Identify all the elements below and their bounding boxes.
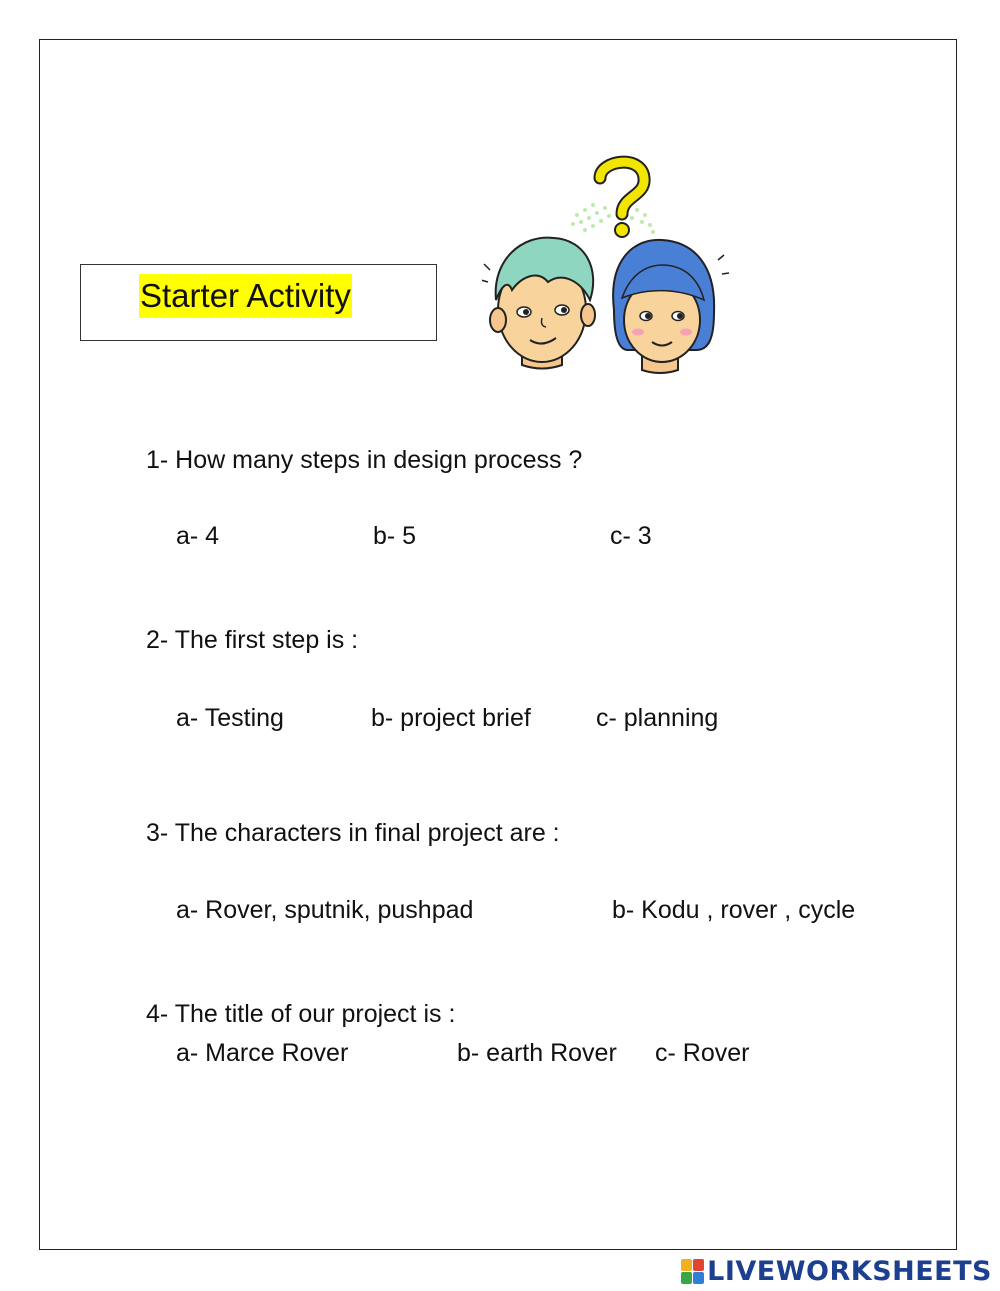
question-2: 2- The first step is : bbox=[146, 626, 359, 654]
q3-option-b: b- Kodu , rover , cycle bbox=[612, 896, 856, 924]
girl-face-icon bbox=[613, 240, 714, 373]
q1-option-b: b- 5 bbox=[373, 522, 417, 550]
question-mark-icon bbox=[600, 162, 644, 237]
question-1: 1- How many steps in design process ? bbox=[146, 446, 583, 474]
question-4: 4- The title of our project is : bbox=[146, 1000, 456, 1028]
liveworksheets-logo bbox=[681, 1255, 992, 1287]
question-3: 3- The characters in final project are : bbox=[146, 819, 560, 847]
boy-face-icon bbox=[490, 238, 595, 369]
q1-option-a: a- 4 bbox=[176, 522, 220, 550]
q1-option-c: c- 3 bbox=[610, 522, 652, 550]
q3-option-a: a- Rover, sputnik, pushpad bbox=[176, 896, 474, 924]
q2-option-c: c- planning bbox=[596, 704, 719, 732]
q4-option-a: a- Marce Rover bbox=[176, 1039, 349, 1067]
logo-text: LIVEWORKSHEETS bbox=[707, 1255, 992, 1287]
q4-option-b: b- earth Rover bbox=[457, 1039, 617, 1067]
dotted-halo bbox=[571, 203, 655, 234]
thinking-kids-clipart bbox=[482, 150, 732, 375]
q2-option-b: b- project brief bbox=[371, 704, 531, 732]
logo-blocks-icon bbox=[681, 1259, 704, 1284]
page-title: Starter Activity bbox=[139, 274, 352, 318]
q4-option-c: c- Rover bbox=[655, 1039, 750, 1067]
q2-option-a: a- Testing bbox=[176, 704, 284, 732]
